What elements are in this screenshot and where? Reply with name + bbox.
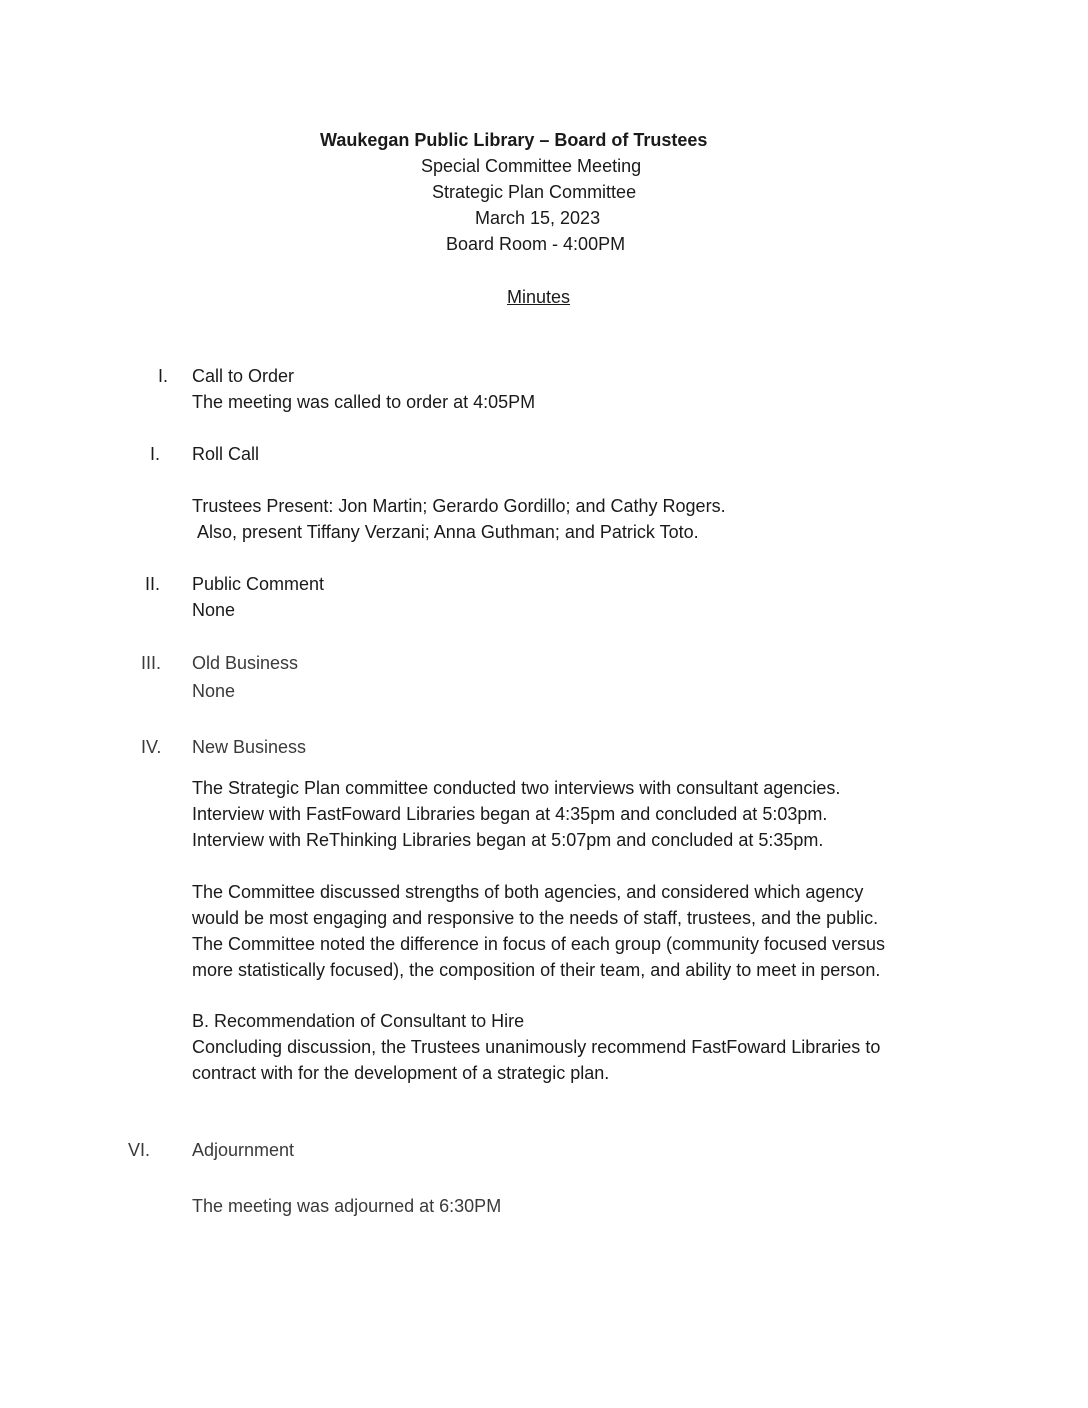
meeting-location: Board Room - 4:00PM bbox=[446, 234, 626, 254]
section-number: VI. bbox=[128, 1140, 151, 1160]
also-present: Also, present Tiffany Verzani; Anna Guthman; and Patrick Toto. bbox=[197, 522, 699, 542]
section-number: III. bbox=[141, 653, 162, 673]
new-business-line: would be most engaging and responsive to the needs of staff, trustees, and the public. bbox=[192, 908, 879, 928]
adjournment-text: The meeting was adjourned at 6:30PM bbox=[192, 1196, 502, 1216]
new-business-line: The Committee discussed strengths of both agencies, and considered which agency bbox=[192, 882, 864, 902]
section-number: I. bbox=[150, 444, 161, 464]
section-title-new-business: New Business bbox=[192, 737, 307, 757]
new-business-line: Interview with FastFoward Libraries began at 4:35pm and concluded at 5:03pm. bbox=[192, 804, 828, 824]
old-business-text: None bbox=[192, 681, 236, 701]
meeting-type: Special Committee Meeting bbox=[421, 156, 642, 176]
minutes-heading: Minutes bbox=[507, 287, 571, 307]
committee-name: Strategic Plan Committee bbox=[432, 182, 637, 202]
recommendation-subheading: B. Recommendation of Consultant to Hire bbox=[192, 1011, 525, 1031]
section-number: II. bbox=[145, 574, 161, 594]
new-business-line: Interview with ReThinking Libraries began at 5:07pm and concluded at 5:35pm. bbox=[192, 830, 824, 850]
meeting-date: March 15, 2023 bbox=[475, 208, 601, 228]
new-business-line: more statistically focused), the composition of their team, and ability to meet in person. bbox=[192, 960, 881, 980]
recommendation-line: Concluding discussion, the Trustees unanimously recommend FastFoward Libraries to bbox=[192, 1037, 881, 1057]
section-title-adjournment: Adjournment bbox=[192, 1140, 295, 1160]
section-number: I. bbox=[158, 366, 169, 386]
new-business-line: The Strategic Plan committee conducted two interviews with consultant agencies. bbox=[192, 778, 841, 798]
section-title-roll-call: Roll Call bbox=[192, 444, 260, 464]
section-title-public-comment: Public Comment bbox=[192, 574, 325, 594]
section-title-call-to-order: Call to Order bbox=[192, 366, 295, 386]
call-to-order-text: The meeting was called to order at 4:05PM bbox=[192, 392, 536, 412]
recommendation-line: contract with for the development of a strategic plan. bbox=[192, 1063, 610, 1083]
org-title: Waukegan Public Library – Board of Trustees bbox=[320, 130, 708, 150]
section-title-old-business: Old Business bbox=[192, 653, 299, 673]
section-number: IV. bbox=[141, 737, 162, 757]
trustees-present: Trustees Present: Jon Martin; Gerardo Gordillo; and Cathy Rogers. bbox=[192, 496, 726, 516]
new-business-line: The Committee noted the difference in focus of each group (community focused versus bbox=[192, 934, 886, 954]
public-comment-text: None bbox=[192, 600, 236, 620]
